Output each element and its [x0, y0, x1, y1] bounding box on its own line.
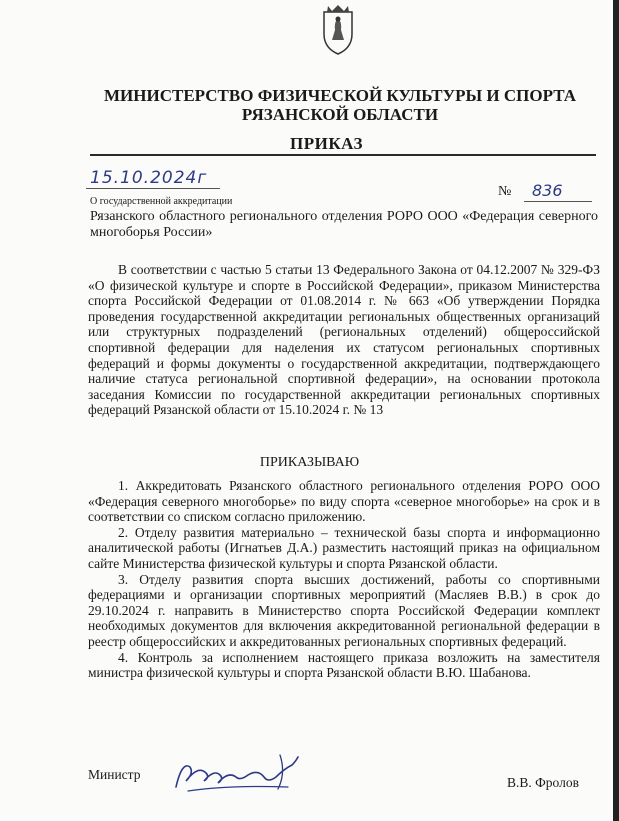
ministry-title-line1: МИНИСТЕРСТВО ФИЗИЧЕСКОЙ КУЛЬТУРЫ И СПОРТА [104, 86, 576, 105]
order-item-4: 4. Контроль за исполнением настоящего приказа возложить на заместителя министра физической культуры и спорта Рязанской области В.Ю. Шабанова. [88, 649, 600, 681]
ministry-title [60, 86, 619, 124]
number-sign: № [498, 184, 512, 199]
signatory-name: В.В. Фролов [507, 775, 579, 790]
preamble-paragraph: В соответствии с частью 5 статьи 13 Федерального Закона от 04.12.2007 № 329-ФЗ «О физической культуре и спорте в Российской Федерации», приказом Министерства спорта Российской Федерации от 01.08.2014 г. № 663 «Об утверждении Порядка проведения государственной аккредитации региональных общественных организаций или структурных подразделений (региональных отделений) общероссийской спортивной федерации для наделения их статусом региональных спортивных федераций и формы документы о государственной аккредитации, подтверждающего наличие статуса региональной спортивной федерации», на основании протокола заседания Комиссии по государственной аккредитации региональных спортивных федераций Рязанской области от 15.10.2024 г. № 13 [88, 262, 600, 418]
signatory-title: Министр [88, 767, 141, 782]
order-item-1: 1. Аккредитовать Рязанского областного регионального отделения РОРО ООО «Федерация северного многоборье» по виду спорта «северное многоборье» на срок и в соответствии со списком согласно приложению. [88, 478, 600, 525]
date-underline [86, 188, 220, 189]
subject-label: О государственной аккредитации [90, 196, 233, 207]
coat-of-arms-icon [318, 4, 358, 58]
order-date: 15.10.2024г [90, 168, 208, 188]
order-item-3: 3. Отделу развития спорта высших достижений, работы со спортивными федерациями и организации спортивных мероприятий (Масляев В.В.) в срок до 29.10.2024 г. направить в Министерство спорта Российской Федерации комплект необходимых документов для включения аккредитованной региональной федерации в реестр общероссийских и аккредитованных региональных спортивных федераций. [88, 571, 600, 649]
handwritten-signature [168, 747, 308, 797]
header-divider [90, 154, 596, 156]
document-type: ПРИКАЗ [290, 134, 363, 153]
decree-heading: ПРИКАЗЫВАЮ [259, 455, 360, 470]
order-item-2: 2. Отделу развития материально – технической базы спорта и информационно аналитической работы (Игнатьев Д.А.) разместить настоящий приказ на официальном сайте Министерства физической культуры и спорта Рязанской области. [88, 524, 600, 571]
order-items [88, 478, 600, 681]
number-underline [524, 201, 592, 202]
ministry-title-line2: РЯЗАНСКОЙ ОБЛАСТИ [241, 105, 439, 124]
order-number: 836 [532, 181, 563, 200]
subject-organization: Рязанского областного регионального отделения РОРО ООО «Федерация северного многоборья России» [90, 209, 598, 240]
